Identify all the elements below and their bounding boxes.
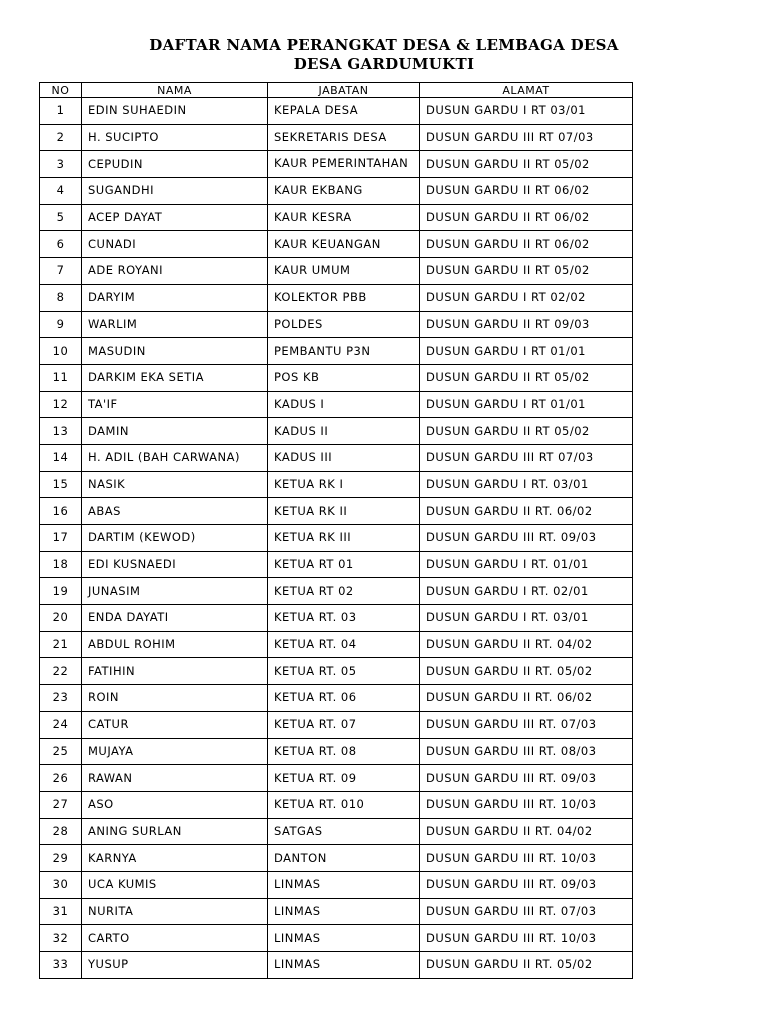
cell-no: 10 <box>40 338 82 365</box>
table-row <box>40 364 633 391</box>
cell-alamat: DUSUN GARDU I RT. 03/01 <box>420 471 633 498</box>
table-row <box>40 178 633 205</box>
cell-jabatan: KETUA RK I <box>268 471 420 498</box>
table-row <box>40 498 633 525</box>
cell-alamat: DUSUN GARDU II RT. 05/02 <box>420 952 633 979</box>
cell-no: 13 <box>40 418 82 445</box>
table-row <box>40 658 633 685</box>
cell-no: 24 <box>40 711 82 738</box>
table-row <box>40 551 633 578</box>
cell-jabatan: KAUR KESRA <box>268 204 420 231</box>
cell-no: 32 <box>40 925 82 952</box>
cell-jabatan: POLDES <box>268 311 420 338</box>
header-jabatan: JABATAN <box>268 83 420 98</box>
cell-alamat: DUSUN GARDU III RT. 07/03 <box>420 898 633 925</box>
cell-no: 33 <box>40 952 82 979</box>
cell-jabatan: PEMBANTU P3N <box>268 338 420 365</box>
cell-jabatan: KETUA RT 01 <box>268 551 420 578</box>
cell-jabatan: KADUS I <box>268 391 420 418</box>
cell-jabatan: KETUA RT. 09 <box>268 765 420 792</box>
cell-no: 16 <box>40 498 82 525</box>
cell-alamat: DUSUN GARDU I RT 02/02 <box>420 284 633 311</box>
table-row <box>40 952 633 979</box>
cell-no: 28 <box>40 818 82 845</box>
cell-no: 3 <box>40 151 82 178</box>
cell-alamat: DUSUN GARDU III RT. 10/03 <box>420 791 633 818</box>
cell-alamat: DUSUN GARDU I RT. 01/01 <box>420 551 633 578</box>
cell-nama: JUNASIM <box>82 578 268 605</box>
cell-no: 15 <box>40 471 82 498</box>
cell-alamat: DUSUN GARDU I RT 01/01 <box>420 338 633 365</box>
cell-no: 7 <box>40 258 82 285</box>
cell-alamat: DUSUN GARDU II RT. 06/02 <box>420 685 633 712</box>
cell-no: 23 <box>40 685 82 712</box>
cell-no: 9 <box>40 311 82 338</box>
table-row <box>40 311 633 338</box>
cell-nama: ACEP DAYAT <box>82 204 268 231</box>
cell-jabatan: KETUA RT. 05 <box>268 658 420 685</box>
cell-jabatan: KAUR UMUM <box>268 258 420 285</box>
cell-nama: EDI KUSNAEDI <box>82 551 268 578</box>
cell-alamat: DUSUN GARDU II RT 09/03 <box>420 311 633 338</box>
cell-jabatan: LINMAS <box>268 952 420 979</box>
table-row <box>40 765 633 792</box>
cell-nama: EDIN SUHAEDIN <box>82 98 268 125</box>
cell-nama: H. ADIL (BAH CARWANA) <box>82 444 268 471</box>
table-row <box>40 418 633 445</box>
cell-alamat: DUSUN GARDU III RT. 10/03 <box>420 925 633 952</box>
cell-alamat: DUSUN GARDU II RT. 06/02 <box>420 498 633 525</box>
cell-nama: CARTO <box>82 925 268 952</box>
cell-alamat: DUSUN GARDU II RT 05/02 <box>420 364 633 391</box>
cell-no: 20 <box>40 605 82 632</box>
cell-jabatan: KAUR EKBANG <box>268 178 420 205</box>
cell-jabatan: KADUS III <box>268 444 420 471</box>
cell-nama: DARKIM EKA SETIA <box>82 364 268 391</box>
cell-nama: ANING SURLAN <box>82 818 268 845</box>
cell-nama: DAMIN <box>82 418 268 445</box>
cell-jabatan: LINMAS <box>268 898 420 925</box>
cell-no: 8 <box>40 284 82 311</box>
cell-no: 26 <box>40 765 82 792</box>
table-row <box>40 444 633 471</box>
cell-no: 21 <box>40 631 82 658</box>
cell-nama: ROIN <box>82 685 268 712</box>
cell-nama: KARNYA <box>82 845 268 872</box>
cell-jabatan: KADUS II <box>268 418 420 445</box>
cell-nama: CEPUDIN <box>82 151 268 178</box>
cell-alamat: DUSUN GARDU I RT 03/01 <box>420 98 633 125</box>
cell-jabatan: KAUR KEUANGAN <box>268 231 420 258</box>
table-row <box>40 98 633 125</box>
cell-alamat: DUSUN GARDU III RT 07/03 <box>420 124 633 151</box>
table-row <box>40 605 633 632</box>
cell-alamat: DUSUN GARDU III RT. 09/03 <box>420 871 633 898</box>
table-row <box>40 925 633 952</box>
cell-jabatan: LINMAS <box>268 925 420 952</box>
document-title: DAFTAR NAMA PERANGKAT DESA & LEMBAGA DESA <box>149 36 619 54</box>
cell-nama: MASUDIN <box>82 338 268 365</box>
cell-no: 18 <box>40 551 82 578</box>
cell-nama: ABDUL ROHIM <box>82 631 268 658</box>
header-alamat: ALAMAT <box>420 83 633 98</box>
cell-alamat: DUSUN GARDU III RT. 08/03 <box>420 738 633 765</box>
cell-no: 12 <box>40 391 82 418</box>
staff-table <box>39 82 633 979</box>
document-subtitle: DESA GARDUMUKTI <box>293 55 475 73</box>
cell-no: 5 <box>40 204 82 231</box>
cell-no: 11 <box>40 364 82 391</box>
cell-alamat: DUSUN GARDU II RT. 04/02 <box>420 818 633 845</box>
cell-alamat: DUSUN GARDU I RT. 03/01 <box>420 605 633 632</box>
cell-nama: FATIHIN <box>82 658 268 685</box>
cell-no: 30 <box>40 871 82 898</box>
cell-alamat: DUSUN GARDU II RT. 04/02 <box>420 631 633 658</box>
table-row <box>40 124 633 151</box>
cell-no: 31 <box>40 898 82 925</box>
cell-nama: UCA KUMIS <box>82 871 268 898</box>
cell-alamat: DUSUN GARDU I RT. 02/01 <box>420 578 633 605</box>
cell-nama: RAWAN <box>82 765 268 792</box>
cell-alamat: DUSUN GARDU II RT 06/02 <box>420 231 633 258</box>
cell-jabatan: KETUA RT. 06 <box>268 685 420 712</box>
cell-jabatan: KETUA RT. 03 <box>268 605 420 632</box>
cell-nama: TA'IF <box>82 391 268 418</box>
cell-nama: DARTIM (KEWOD) <box>82 525 268 552</box>
table-row <box>40 284 633 311</box>
table-row <box>40 818 633 845</box>
cell-no: 19 <box>40 578 82 605</box>
cell-alamat: DUSUN GARDU III RT. 09/03 <box>420 765 633 792</box>
table-row <box>40 231 633 258</box>
cell-jabatan: SEKRETARIS DESA <box>268 124 420 151</box>
table-row <box>40 338 633 365</box>
cell-no: 6 <box>40 231 82 258</box>
cell-no: 4 <box>40 178 82 205</box>
table-row <box>40 471 633 498</box>
table-body <box>40 98 633 979</box>
table-header-row <box>40 83 633 98</box>
table-row <box>40 871 633 898</box>
table-row <box>40 204 633 231</box>
cell-jabatan: SATGAS <box>268 818 420 845</box>
cell-nama: YUSUP <box>82 952 268 979</box>
header-nama: NAMA <box>82 83 268 98</box>
cell-nama: ABAS <box>82 498 268 525</box>
cell-jabatan: KETUA RT. 08 <box>268 738 420 765</box>
table-row <box>40 525 633 552</box>
cell-jabatan: KETUA RT 02 <box>268 578 420 605</box>
cell-nama: ASO <box>82 791 268 818</box>
cell-no: 1 <box>40 98 82 125</box>
cell-nama: NURITA <box>82 898 268 925</box>
table-row <box>40 898 633 925</box>
cell-alamat: DUSUN GARDU II RT 06/02 <box>420 204 633 231</box>
header-no: NO <box>40 83 82 98</box>
table-row <box>40 791 633 818</box>
table-row <box>40 391 633 418</box>
cell-no: 17 <box>40 525 82 552</box>
cell-no: 29 <box>40 845 82 872</box>
cell-no: 25 <box>40 738 82 765</box>
cell-jabatan: POS KB <box>268 364 420 391</box>
cell-jabatan: DANTON <box>268 845 420 872</box>
cell-no: 22 <box>40 658 82 685</box>
cell-jabatan: LINMAS <box>268 871 420 898</box>
cell-nama: MUJAYA <box>82 738 268 765</box>
cell-nama: WARLIM <box>82 311 268 338</box>
cell-alamat: DUSUN GARDU II RT. 05/02 <box>420 658 633 685</box>
cell-alamat: DUSUN GARDU II RT 06/02 <box>420 178 633 205</box>
cell-alamat: DUSUN GARDU III RT. 07/03 <box>420 711 633 738</box>
cell-no: 2 <box>40 124 82 151</box>
cell-alamat: DUSUN GARDU III RT. 10/03 <box>420 845 633 872</box>
cell-alamat: DUSUN GARDU I RT 01/01 <box>420 391 633 418</box>
cell-jabatan: KETUA RT. 07 <box>268 711 420 738</box>
table-row <box>40 151 633 178</box>
table-row <box>40 258 633 285</box>
cell-jabatan: KEPALA DESA <box>268 98 420 125</box>
cell-jabatan: KAUR PEMERINTAHAN <box>268 151 420 178</box>
cell-nama: ENDA DAYATI <box>82 605 268 632</box>
table-row <box>40 631 633 658</box>
cell-jabatan: KETUA RT. 010 <box>268 791 420 818</box>
cell-jabatan: KETUA RT. 04 <box>268 631 420 658</box>
table-row <box>40 578 633 605</box>
cell-nama: ADE ROYANI <box>82 258 268 285</box>
table-row <box>40 711 633 738</box>
cell-jabatan: KETUA RK II <box>268 498 420 525</box>
cell-nama: H. SUCIPTO <box>82 124 268 151</box>
cell-nama: CUNADI <box>82 231 268 258</box>
cell-nama: CATUR <box>82 711 268 738</box>
cell-no: 27 <box>40 791 82 818</box>
cell-jabatan: KETUA RK III <box>268 525 420 552</box>
cell-alamat: DUSUN GARDU III RT. 09/03 <box>420 525 633 552</box>
cell-alamat: DUSUN GARDU II RT 05/02 <box>420 258 633 285</box>
cell-alamat: DUSUN GARDU II RT 05/02 <box>420 151 633 178</box>
cell-nama: NASIK <box>82 471 268 498</box>
cell-alamat: DUSUN GARDU III RT 07/03 <box>420 444 633 471</box>
table-row <box>40 845 633 872</box>
cell-jabatan: KOLEKTOR PBB <box>268 284 420 311</box>
cell-alamat: DUSUN GARDU II RT 05/02 <box>420 418 633 445</box>
cell-nama: DARYIM <box>82 284 268 311</box>
table-row <box>40 685 633 712</box>
cell-nama: SUGANDHI <box>82 178 268 205</box>
table-row <box>40 738 633 765</box>
cell-no: 14 <box>40 444 82 471</box>
